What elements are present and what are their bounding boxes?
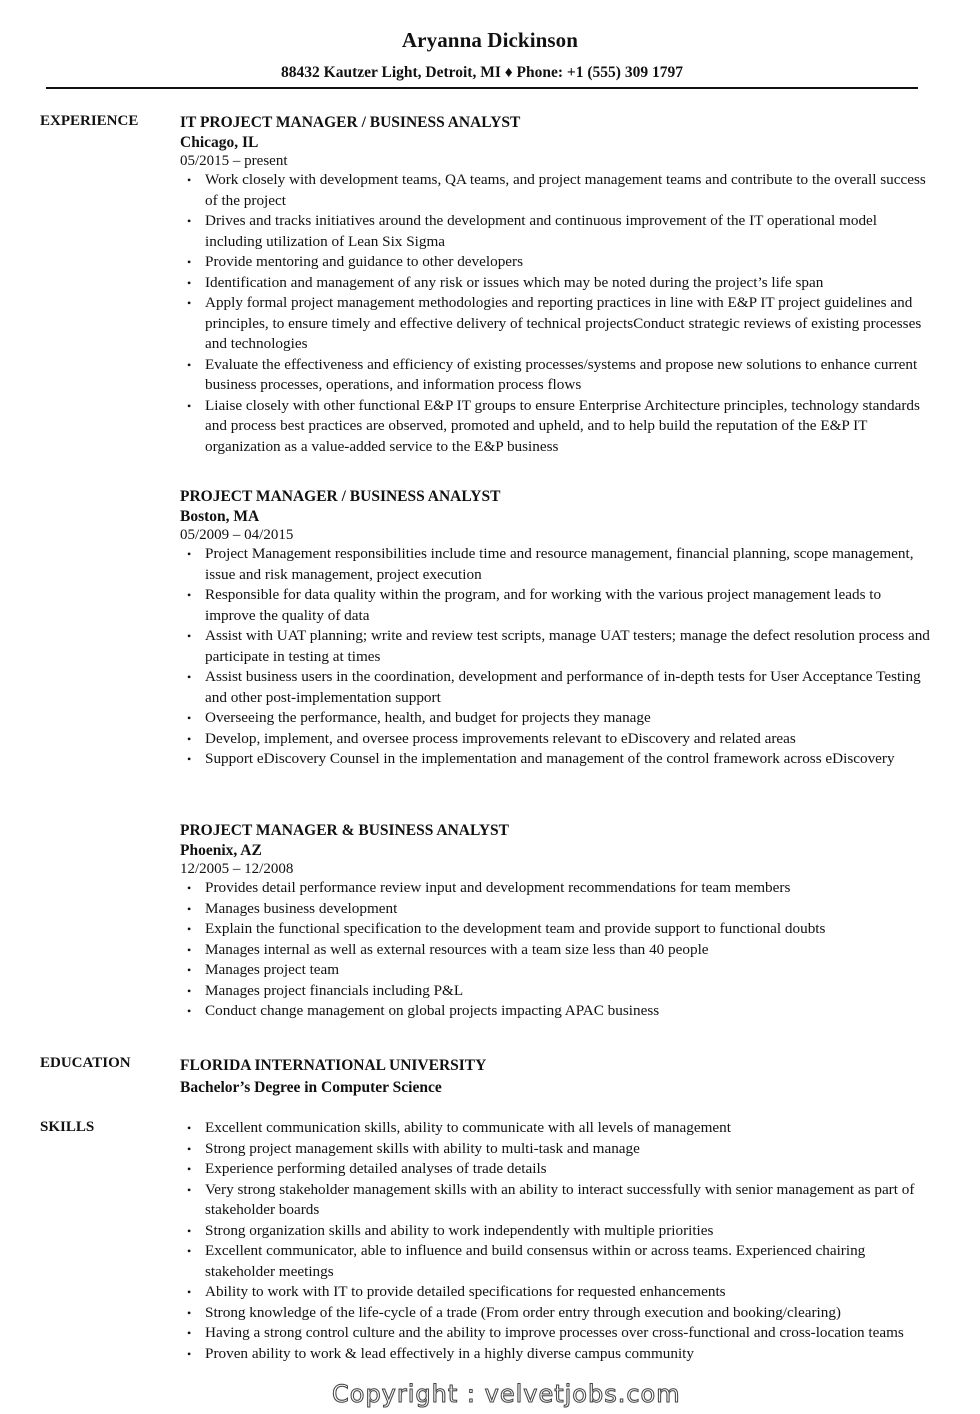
bullet-icon: • xyxy=(187,1285,192,1299)
bullet-icon: • xyxy=(187,398,192,413)
list-item: • Project Management responsibilities include time and resource management, financial planning, scope management, issue and risk management, project execution xyxy=(187,545,914,583)
list-item: • Provides detail performance review input and development recommendations for team members xyxy=(180,878,930,899)
contact-line: 88432 Kautzer Light, Detroit, MI ♦ Phone: +1 (555) 309 1797 xyxy=(281,64,683,81)
job-bullets xyxy=(180,544,930,770)
bullet-icon: • xyxy=(187,1121,192,1135)
bullet-icon: • xyxy=(187,711,192,725)
bullet-icon: • xyxy=(187,1141,192,1156)
job-entry xyxy=(180,487,930,770)
list-item: • Evaluate the effectiveness and efficiency of existing processes/systems and propose new solutions to enhance current business processes, operations, and information process flows xyxy=(187,355,918,393)
school-name: FLORIDA INTERNATIONAL UNIVERSITY xyxy=(180,1057,487,1074)
list-item: • Explain the functional specification to the development team and provide support to functional doubts xyxy=(180,919,930,940)
list-item: • Support eDiscovery Counsel in the implementation and management of the control framework across eDiscovery xyxy=(180,749,930,770)
job-dates: 12/2005 – 12/2008 xyxy=(180,861,294,877)
list-item: • Manages project financials including P&L xyxy=(180,981,930,1002)
bullet-icon: • xyxy=(187,1004,192,1018)
job-location: Chicago, IL xyxy=(180,134,259,151)
job-location: Boston, MA xyxy=(180,508,260,525)
bullet-icon: • xyxy=(187,752,192,766)
list-item: • Liaise closely with other functional E&P IT groups to ensure Enterprise Architecture principles, technology standards and process best practices are observed, promoted and upheld, and to help build the reputation of the E&P IT organization as a value-added service to the E&P business xyxy=(187,396,920,455)
list-item: • Apply formal project management methodologies and reporting practices in line with E&P IT project guidelines and principles, to ensure timely and effective delivery of technical projectsConduct strategic reviews of existing processes and technologies xyxy=(187,294,922,352)
list-item: • Proven ability to work & lead effectively in a highly diverse campus community xyxy=(180,1344,930,1365)
bullet-icon: • xyxy=(187,547,192,561)
list-item: • Work closely with development teams, QA teams, and project management teams and contribute to the overall success of the project xyxy=(187,171,926,209)
education-entry xyxy=(180,1055,486,1099)
list-item: • Experience performing detailed analyses of trade details xyxy=(180,1159,930,1180)
list-item: • Manages project team xyxy=(180,960,930,981)
skills-list-container xyxy=(180,1118,930,1364)
bullet-icon: • xyxy=(187,1223,192,1238)
header-divider xyxy=(46,87,918,89)
bullet-icon: • xyxy=(187,214,192,228)
list-item: • Strong knowledge of the life-cycle of a trade (From order entry through execution and booking/clearing) xyxy=(180,1303,930,1324)
bullet-icon: • xyxy=(187,922,192,936)
bullet-icon: • xyxy=(187,1326,192,1340)
bullet-icon: • xyxy=(187,901,192,916)
bullet-icon: • xyxy=(187,296,192,310)
job-title: IT PROJECT MANAGER / BUSINESS ANALYST xyxy=(180,114,521,131)
list-item: • Assist with UAT planning; write and review test scripts, manage UAT testers; manage the defect resolution process and participate in testing at times xyxy=(187,627,930,665)
list-item: • Overseeing the performance, health, and budget for projects they manage xyxy=(180,708,930,729)
section-label-experience: EXPERIENCE xyxy=(40,113,139,129)
bullet-icon: • xyxy=(187,1182,192,1197)
list-item: • Provide mentoring and guidance to other developers xyxy=(180,252,930,273)
job-title: PROJECT MANAGER & BUSINESS ANALYST xyxy=(180,822,510,839)
bullet-icon: • xyxy=(187,357,192,372)
job-location: Phoenix, AZ xyxy=(180,842,262,859)
job-bullets xyxy=(180,170,930,457)
list-item: • Drives and tracks initiatives around the development and continuous improvement of the IT operational model including utilization of Lean Six Sigma xyxy=(187,212,878,250)
list-item: • Ability to work with IT to provide detailed specifications for requested enhancements xyxy=(180,1282,930,1303)
copyright-watermark: Copyright : velvetjobs.com xyxy=(332,1380,681,1408)
list-item: • Develop, implement, and oversee process improvements relevant to eDiscovery and related areas xyxy=(180,729,930,750)
degree: Bachelor’s Degree in Computer Science xyxy=(180,1079,442,1096)
section-label-skills: SKILLS xyxy=(40,1119,95,1135)
list-item: • Assist business users in the coordination, development and performance of in-depth tests for User Acceptance Testing and other post-implementation support xyxy=(187,668,921,706)
bullet-icon: • xyxy=(187,1346,192,1361)
list-item: • Having a strong control culture and the ability to improve processes over cross-functional and cross-location teams xyxy=(180,1323,930,1344)
bullet-icon: • xyxy=(187,1162,192,1176)
list-item: • Responsible for data quality within the program, and for working with the various project management leads to improve the quality of data xyxy=(187,586,882,624)
job-title: PROJECT MANAGER / BUSINESS ANALYST xyxy=(180,488,501,505)
bullet-icon: • xyxy=(187,670,192,684)
bullet-icon: • xyxy=(187,983,192,998)
list-item: • Strong organization skills and ability to work independently with multiple priorities xyxy=(180,1221,930,1242)
bullet-icon: • xyxy=(187,881,192,895)
job-dates: 05/2015 – present xyxy=(180,153,288,169)
job-dates: 05/2009 – 04/2015 xyxy=(180,527,294,543)
list-item: • Manages internal as well as external resources with a team size less than 40 people xyxy=(180,940,930,961)
bullet-icon: • xyxy=(187,629,192,643)
bullet-icon: • xyxy=(187,173,192,187)
bullet-icon: • xyxy=(187,942,192,957)
skills-list xyxy=(180,1118,930,1364)
list-item: • Manages business development xyxy=(180,899,930,920)
list-item: • Very strong stakeholder management skills with an ability to interact successfully with senior management as part of stakeholder boards xyxy=(187,1180,915,1218)
section-label-education: EDUCATION xyxy=(40,1055,131,1071)
list-item: • Excellent communication skills, ability to communicate with all levels of management xyxy=(180,1118,930,1139)
bullet-icon: • xyxy=(187,275,192,290)
job-entry xyxy=(180,113,930,457)
candidate-name: Aryanna Dickinson xyxy=(401,28,579,52)
bullet-icon: • xyxy=(187,1305,192,1320)
bullet-icon: • xyxy=(187,731,192,746)
list-item: • Excellent communicator, able to influence and build consensus within or across teams. Experienced chairing stakeholder meetings xyxy=(187,1242,866,1280)
job-entry xyxy=(180,821,930,1022)
bullet-icon: • xyxy=(187,588,192,602)
list-item: • Strong project management skills with ability to multi-task and manage xyxy=(180,1139,930,1160)
list-item: • Conduct change management on global projects impacting APAC business xyxy=(180,1001,930,1022)
bullet-icon: • xyxy=(187,255,192,269)
bullet-icon: • xyxy=(187,1244,192,1258)
bullet-icon: • xyxy=(187,963,192,977)
list-item: • Identification and management of any risk or issues which may be noted during the project’s life span xyxy=(180,273,930,294)
job-bullets xyxy=(180,878,930,1022)
